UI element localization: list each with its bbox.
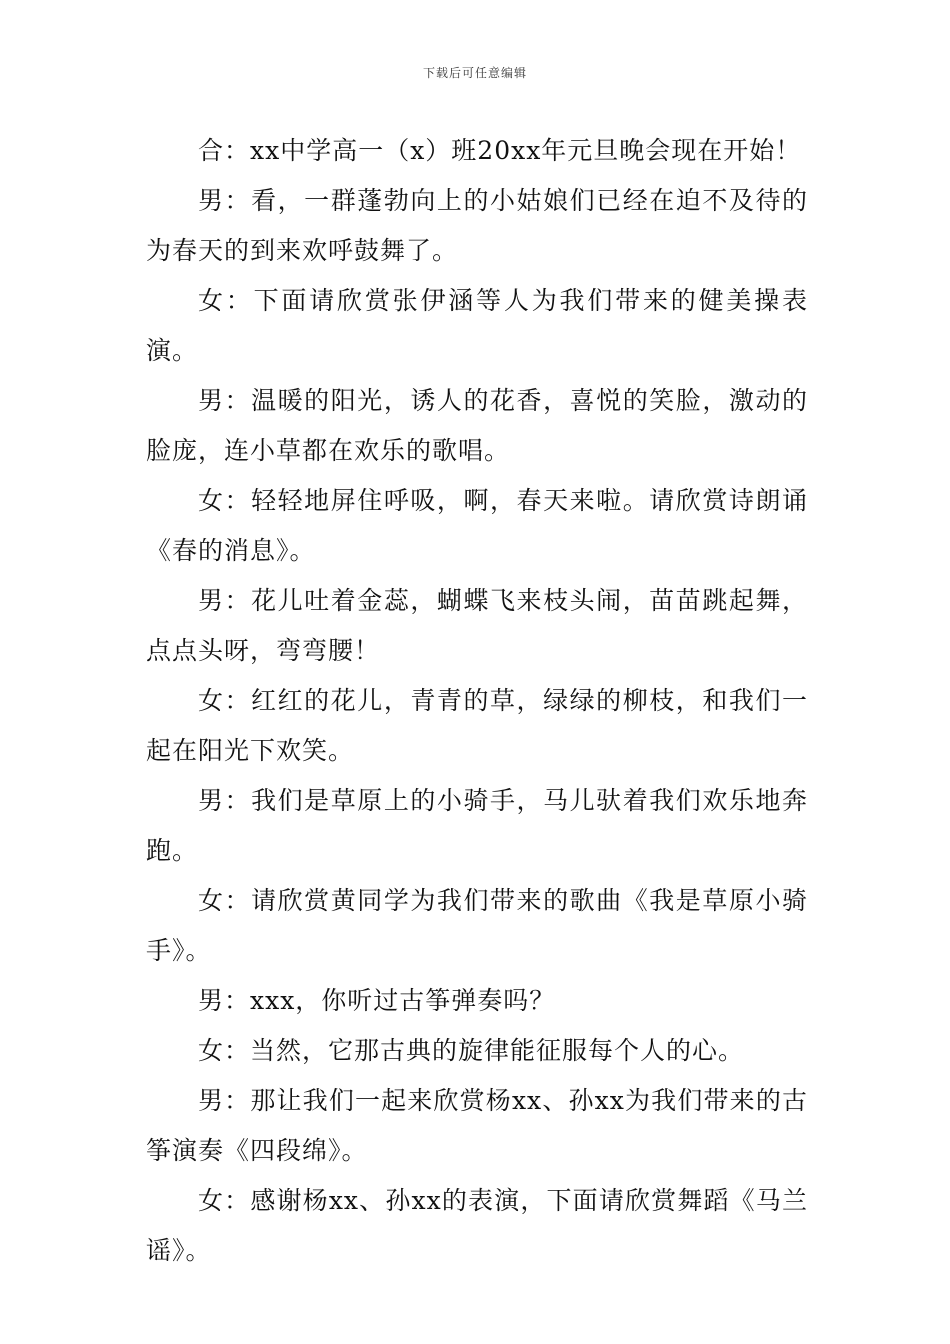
paragraph: 女：请欣赏黄同学为我们带来的歌曲《我是草原小骑手》。 bbox=[146, 886, 808, 965]
paragraph: 男：花儿吐着金蕊，蝴蝶飞来枝头闹，苗苗跳起舞，点点头呀，弯弯腰！ bbox=[146, 586, 808, 665]
paragraph: 女：下面请欣赏张伊涵等人为我们带来的健美操表演。 bbox=[146, 286, 808, 365]
paragraph: 男：xxx，你听过古筝弹奏吗？ bbox=[198, 986, 556, 1015]
paragraph: 女：红红的花儿，青青的草，绿绿的柳枝，和我们一起在阳光下欢笑。 bbox=[146, 686, 808, 765]
paragraph: 女：当然，它那古典的旋律能征服每个人的心。 bbox=[198, 1036, 745, 1065]
paragraph: 男：温暖的阳光，诱人的花香，喜悦的笑脸，激动的脸庞，连小草都在欢乐的歌唱。 bbox=[146, 386, 808, 465]
paragraph: 女：轻轻地屏住呼吸，啊，春天来啦。请欣赏诗朗诵《春的消息》。 bbox=[146, 486, 808, 565]
document-body bbox=[146, 126, 808, 1276]
paragraph: 男：那让我们一起来欣赏杨xx、孙xx为我们带来的古筝演奏《四段绵》。 bbox=[146, 1086, 808, 1165]
page-header: 下载后可任意编辑 bbox=[422, 66, 527, 80]
paragraph: 男：看，一群蓬勃向上的小姑娘们已经在迫不及待的为春天的到来欢呼鼓舞了。 bbox=[146, 186, 808, 265]
paragraph: 男：我们是草原上的小骑手，马儿驮着我们欢乐地奔跑。 bbox=[146, 786, 808, 865]
paragraph: 合：xx中学高一（x）班20xx年元旦晚会现在开始！ bbox=[198, 136, 802, 165]
paragraph: 女：感谢杨xx、孙xx的表演，下面请欣赏舞蹈《马兰谣》。 bbox=[146, 1186, 808, 1265]
